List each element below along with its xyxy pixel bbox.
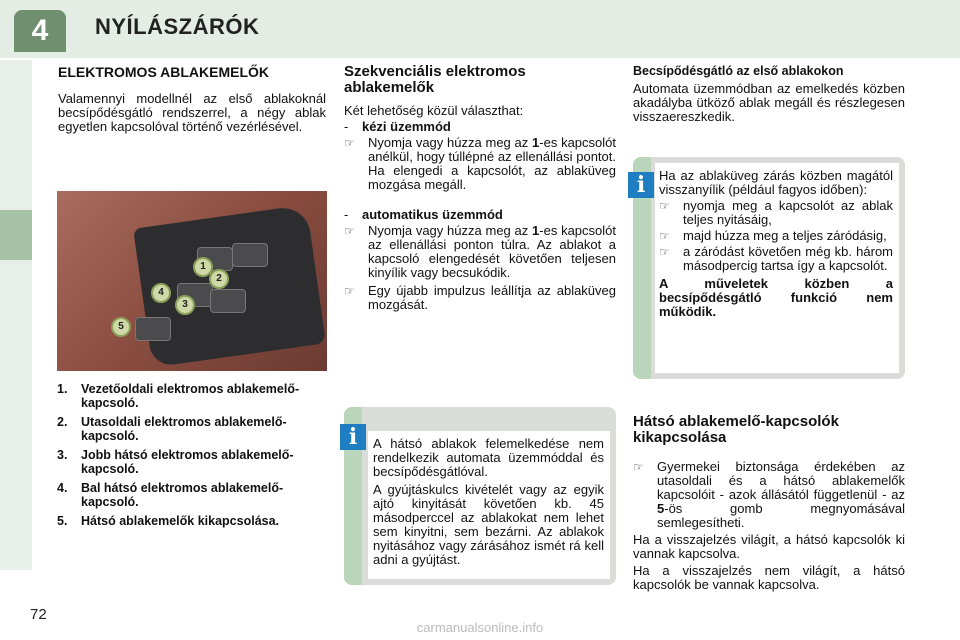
info-bullet-text: a záródást követően még kb. három másodpercig tartsa így a kapcsolót.	[683, 244, 893, 273]
legend-text: Vezetőoldali elektromos ablakemelő-kapcsoló.	[81, 382, 300, 410]
legend-number: 1.	[57, 382, 68, 396]
legend-number: 3.	[57, 448, 68, 462]
legend-number: 5.	[57, 514, 68, 528]
manual-mode-title: kézi üzemmód	[361, 119, 451, 134]
column-electric-windows	[58, 64, 326, 134]
info-bullet-text: nyomja meg a kapcsolót az ablak teljes nyitásáig,	[683, 198, 893, 227]
switch-ref: 1	[532, 223, 540, 238]
manual-text: Nyomja vagy húzza meg az	[368, 135, 533, 150]
pointing-hand-icon: ☞	[344, 284, 355, 298]
info-bullet	[659, 245, 893, 273]
info-intro: Ha az ablaküveg zárás közben magától visszanyílik (például fagyos időben):	[659, 168, 893, 197]
pointing-hand-icon: ☞	[659, 245, 670, 259]
legend-item	[57, 415, 337, 443]
auto-stop-bullet	[344, 284, 616, 312]
info-icon: i	[628, 172, 654, 198]
info-paragraph: A hátsó ablakok felemelkedése nem rendelkezik automata üzemmóddal és becsípődésgátlóval.	[373, 436, 604, 479]
column-anti-pinch	[633, 64, 905, 124]
switch-button	[232, 243, 268, 267]
anti-pinch-text: Automata üzemmódban az emelkedés közben akadályba ütköző ablak megáll és részlegesen visszaereszkedik.	[633, 81, 905, 124]
photo-number-1: 1	[193, 257, 213, 277]
info-box-body	[655, 163, 899, 373]
auto-text: Nyomja vagy húzza meg az	[368, 223, 533, 238]
manual-text-cont: -es kapcsolót anélkül, hogy túllépné az ellenállási pontot. Ha elengedi a kapcsolót, az ablaküveg mozgása megáll.	[368, 135, 617, 192]
pointing-hand-icon: ☞	[344, 224, 355, 238]
chapter-title: NYÍLÁSZÁRÓK	[95, 14, 260, 39]
auto-mode-heading	[344, 208, 616, 222]
pointing-hand-icon: ☞	[659, 199, 670, 213]
auto-stop-text: Egy újabb impulzus leállítja az ablaküveg mozgását.	[368, 283, 616, 312]
info-paragraph: A gyújtáskulcs kivételét vagy az egyik ajtó kinyitását követően kb. 45 másodperccel az ablakokat nem lehet sem kinyitni, sem bezárni. Az ablakok nyitásához vagy zárásához ismét rá kell adni a gyújtást.	[373, 482, 604, 567]
auto-mode-title: automatikus üzemmód	[361, 207, 503, 222]
info-box-reinitialise	[633, 157, 905, 379]
legend-text: Utasoldali elektromos ablakemelő-kapcsoló.	[81, 415, 287, 443]
photo-number-3: 3	[175, 295, 195, 315]
rear-switches-section	[633, 414, 905, 592]
legend-text: Jobb hátsó elektromos ablakemelő-kapcsoló.	[81, 448, 294, 476]
info-box-rear-windows	[344, 407, 616, 585]
rear-lamp-on-text: Ha a visszajelzés világít, a hátsó kapcsolók ki vannak kapcsolva.	[633, 532, 905, 561]
switch-legend	[57, 382, 337, 533]
auto-text-cont: -es kapcsolót az ellenállási ponton túlra. Az ablakot a kapcsoló elengedését követően teljesen kinyílik vagy becsukódik.	[368, 223, 617, 280]
left-margin-strip	[0, 60, 32, 570]
switch-ref: 1	[532, 135, 540, 150]
pointing-hand-icon: ☞	[659, 229, 670, 243]
auto-mode-bullet	[344, 224, 616, 280]
legend-text: Bal hátsó elektromos ablakemelő-kapcsoló.	[81, 481, 284, 509]
rear-switches-bullet	[633, 460, 905, 530]
legend-item	[57, 514, 337, 528]
dash: -	[344, 207, 349, 222]
info-bullet	[659, 229, 893, 243]
legend-number: 4.	[57, 481, 68, 495]
switch-button	[135, 317, 171, 341]
anti-pinch-title: Becsípődésgátló az első ablakokon	[633, 64, 844, 78]
photo-number-4: 4	[151, 283, 171, 303]
switch-ref: 5	[657, 501, 665, 516]
info-warning: A műveletek közben a becsípődésgátló funkció nem működik.	[659, 276, 893, 319]
legend-number: 2.	[57, 415, 68, 429]
rear-text: Gyermekei biztonsága érdekében az utasoldali és a hátsó ablakemelők kapcsolóit - azok állásától függetlenül - az	[657, 459, 905, 502]
intro-paragraph: Valamennyi modellnél az első ablakoknál becsípődésgátló rendszerrel, a négy ablak egyetlen kapcsolóval történő vezérlésével.	[58, 91, 326, 134]
legend-item	[57, 448, 337, 476]
rear-text-cont: -ös gomb megnyomásával semlegesítheti.	[657, 501, 905, 530]
info-icon: i	[340, 424, 366, 450]
chapter-number-tab: 4	[14, 10, 66, 52]
watermark: carmanualsonline.info	[416, 620, 544, 635]
info-bullet-text: majd húzza meg a teljes záródásig,	[683, 228, 887, 243]
legend-item	[57, 382, 337, 410]
chapter-header	[0, 0, 960, 58]
column-sequential-windows	[344, 64, 616, 312]
photo-number-2: 2	[209, 269, 229, 289]
pointing-hand-icon: ☞	[633, 460, 644, 474]
page-number: 72	[30, 606, 47, 623]
dash: -	[344, 119, 349, 134]
info-text-reinitialise	[659, 169, 893, 319]
photo-number-5: 5	[111, 317, 131, 337]
door-switch-panel-photo	[57, 191, 327, 371]
switch-button	[210, 289, 246, 313]
manual-mode-heading	[344, 120, 616, 134]
info-text-rear	[373, 437, 604, 567]
choice-intro: Két lehetőség közül választhat:	[344, 103, 524, 118]
rear-lamp-off-text: Ha a visszajelzés nem világít, a hátsó kapcsolók be vannak kapcsolva.	[633, 563, 905, 592]
section-title-sequential: Szekvenciális elektromos ablakemelők	[344, 63, 526, 96]
pointing-hand-icon: ☞	[344, 136, 355, 150]
info-box-body	[368, 431, 610, 579]
section-title-electric-windows: ELEKTROMOS ABLAKEMELŐK	[58, 64, 270, 80]
left-chapter-marker	[0, 210, 32, 260]
manual-mode-bullet	[344, 136, 616, 192]
info-bullet	[659, 199, 893, 227]
rear-switches-title: Hátsó ablakemelő-kapcsolók kikapcsolása	[633, 413, 839, 446]
legend-text: Hátsó ablakemelők kikapcsolása.	[81, 514, 280, 528]
legend-item	[57, 481, 337, 509]
